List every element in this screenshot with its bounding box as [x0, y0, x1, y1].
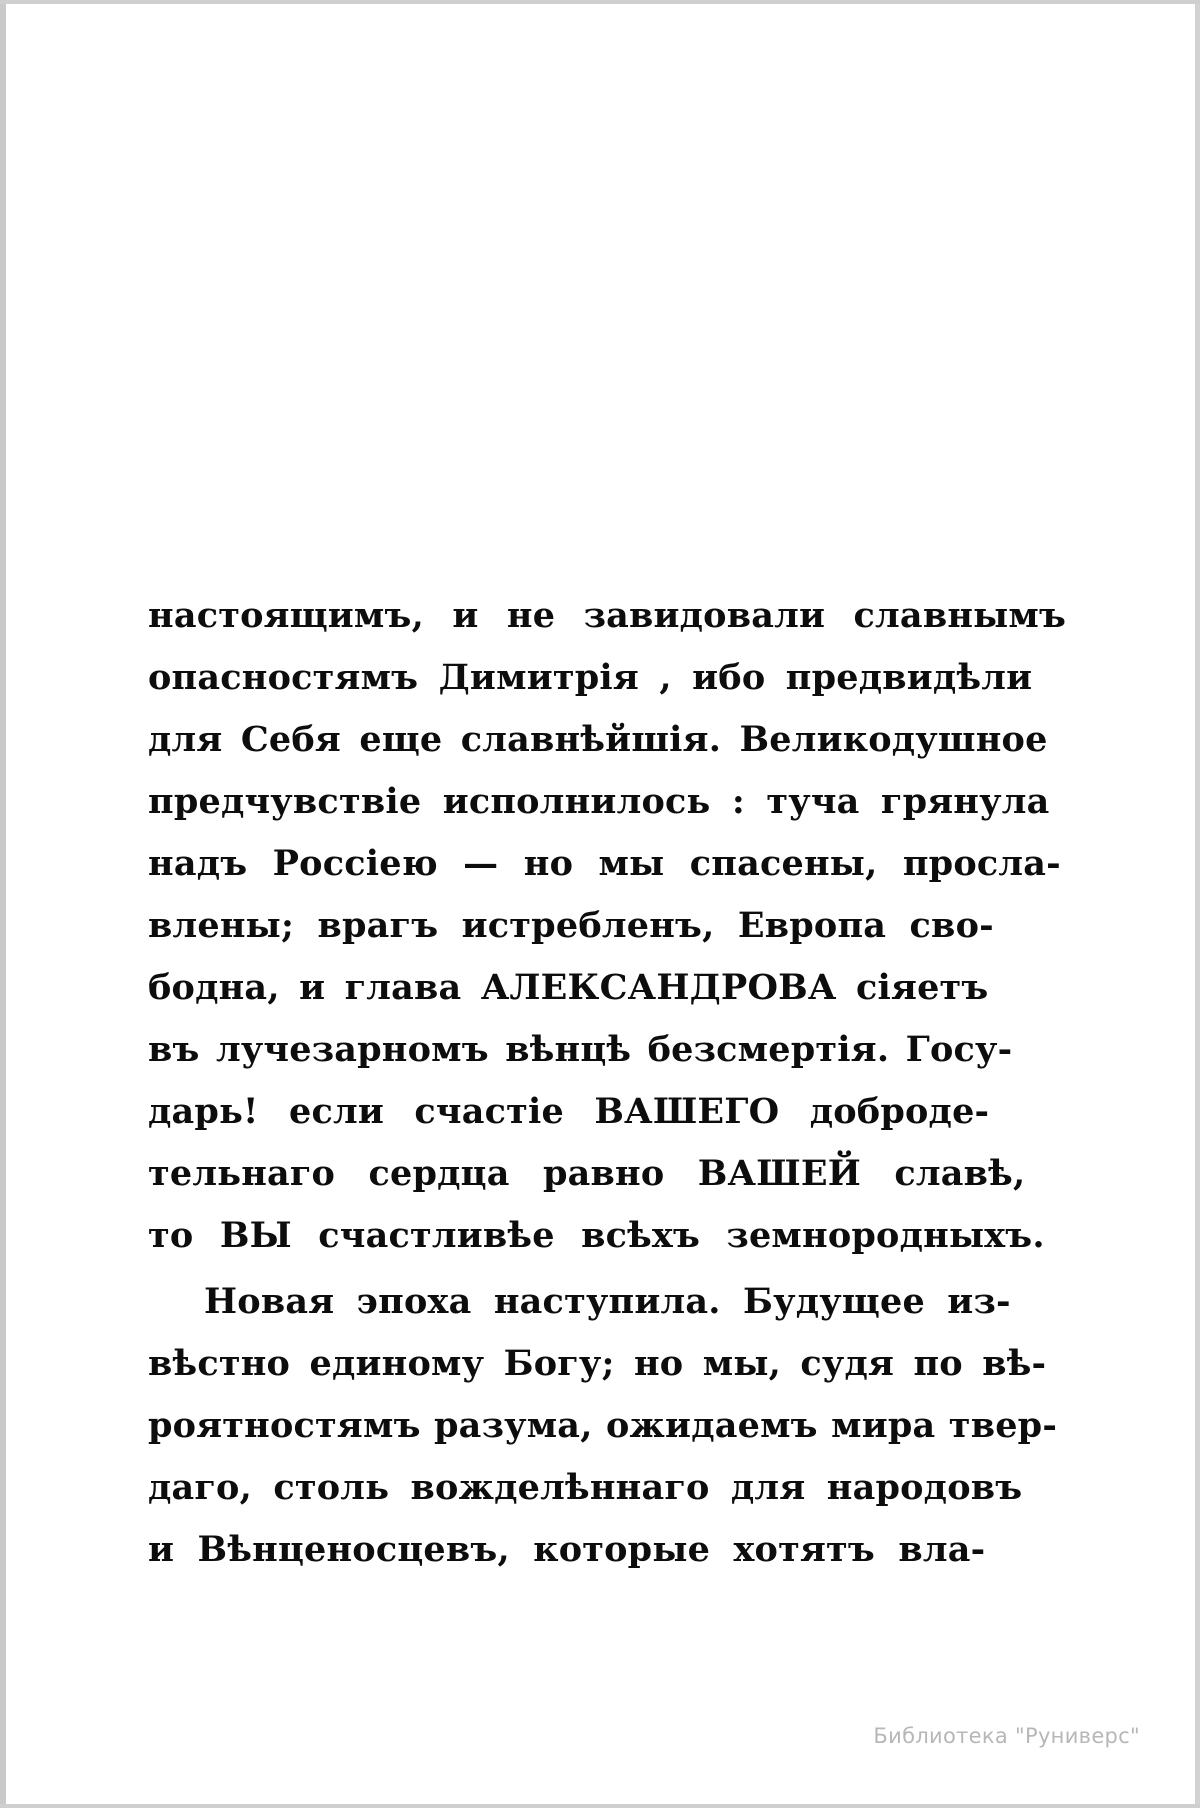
- text-line: опасностямъ Димитрія , ибо предвидѣли: [148, 657, 1033, 698]
- text-line: для Себя еще славнѣйшія. Великодушное: [148, 719, 1048, 760]
- text-line: предчувствіе исполнилось : туча грянула: [148, 781, 1050, 822]
- scan-edge-right: [1195, 0, 1200, 1808]
- text-line: настоящимъ, и не завидовали славнымъ: [148, 595, 1067, 636]
- text-line: то ВЫ счастливѣе всѣхъ земнородныхъ.: [148, 1215, 1045, 1256]
- scan-edge-top: [0, 0, 1200, 4]
- text-line: даго, столь вожделѣннаго для народовъ: [148, 1467, 1023, 1508]
- text-line: влены; врагъ истребленъ, Европа сво-: [148, 905, 994, 946]
- page-text-block: [148, 585, 1067, 1581]
- text-line: бодна, и глава АЛЕКСАНДРОВА сіяетъ: [148, 967, 989, 1008]
- scan-edge-left: [0, 0, 6, 1808]
- text-line: надъ Россіею — но мы спасены, просла-: [148, 843, 1061, 884]
- text-line: роятностямъ разума, ожидаемъ мира твер-: [148, 1405, 1058, 1446]
- paragraph-1: [148, 585, 1067, 1267]
- text-line: Новая эпоха наступила. Будущее из-: [204, 1281, 1011, 1322]
- text-line: вѣстно единому Богу; но мы, судя по вѣ-: [148, 1343, 1047, 1384]
- text-line: и Вѣнценосцевъ, которые хотятъ вла-: [148, 1529, 986, 1570]
- paragraph-2: [148, 1271, 1058, 1581]
- text-line: тельнаго сердца равно ВАШЕЙ славѣ,: [148, 1153, 1026, 1194]
- scan-edge-bottom: [0, 1804, 1200, 1808]
- text-line: въ лучезарномъ вѣнцѣ безсмертія. Госу-: [148, 1029, 1013, 1070]
- library-watermark: Библиотека "Руниверс": [873, 1724, 1140, 1748]
- text-line: дарь! если счастіе ВАШЕГО доброде-: [148, 1091, 990, 1132]
